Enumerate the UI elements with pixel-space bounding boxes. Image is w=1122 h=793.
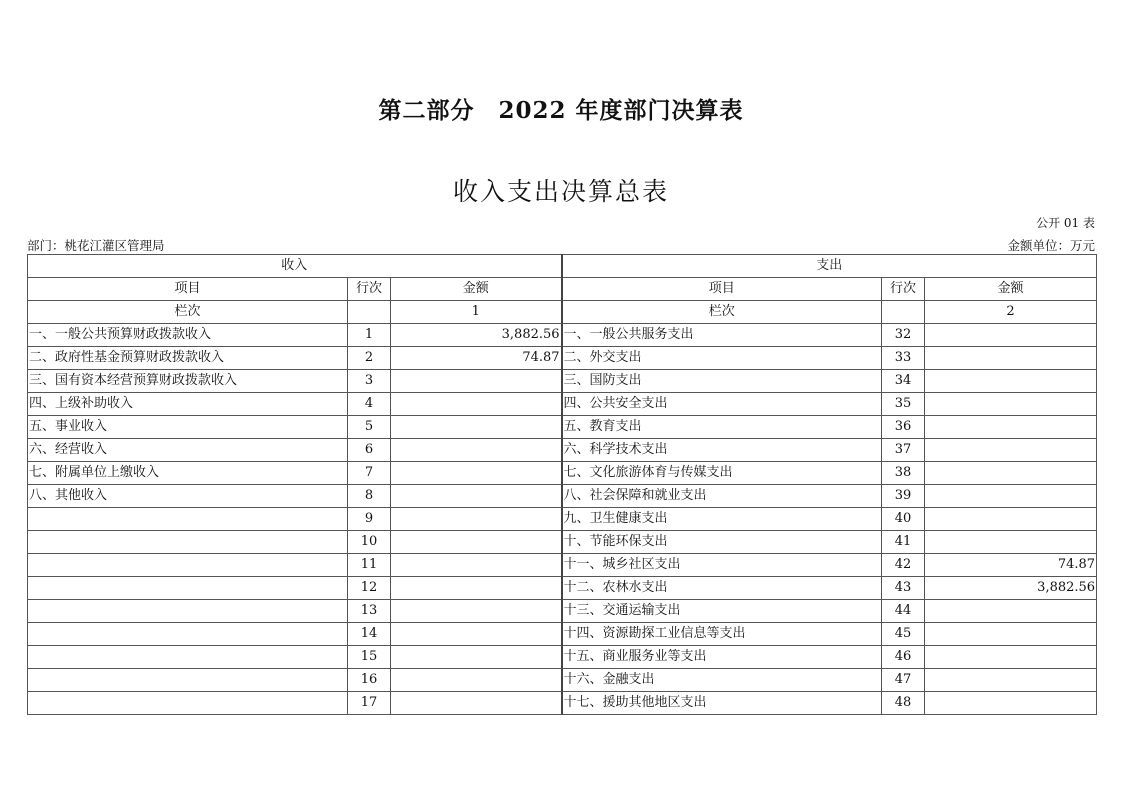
expense-amount-cell — [925, 439, 1097, 462]
table-row — [28, 439, 1097, 462]
expense-row-no-cell: 36 — [882, 416, 925, 439]
income-item-cell — [28, 577, 348, 600]
amount-unit-label: 金额单位：万元 — [1007, 238, 1095, 253]
expense-lanci-empty — [882, 301, 925, 324]
income-row-no-cell: 11 — [348, 554, 391, 577]
income-item-cell — [28, 646, 348, 669]
expense-row-no-cell: 37 — [882, 439, 925, 462]
table-row — [28, 462, 1097, 485]
income-amount-cell: 3,882.56 — [391, 324, 562, 347]
income-amount-cell — [391, 623, 562, 646]
table-row — [28, 531, 1097, 554]
income-item-cell: 四、上级补助收入 — [28, 393, 348, 416]
expense-item-cell: 三、国防支出 — [562, 370, 882, 393]
expense-row-no-cell: 42 — [882, 554, 925, 577]
income-item-cell — [28, 623, 348, 646]
expense-row-no-cell: 47 — [882, 669, 925, 692]
expense-item-cell: 十、节能环保支出 — [562, 531, 882, 554]
income-amount-cell — [391, 669, 562, 692]
income-amount-cell — [391, 577, 562, 600]
income-item-cell: 七、附属单位上缴收入 — [28, 462, 348, 485]
income-row-no-cell: 2 — [348, 347, 391, 370]
table-row — [28, 370, 1097, 393]
income-item-cell: 八、其他收入 — [28, 485, 348, 508]
income-col-number: 1 — [391, 301, 562, 324]
income-row-no-cell: 16 — [348, 669, 391, 692]
table-row — [28, 577, 1097, 600]
expense-amount-cell — [925, 462, 1097, 485]
expense-item-cell: 十四、资源勘探工业信息等支出 — [562, 623, 882, 646]
income-row-no-cell: 12 — [348, 577, 391, 600]
expense-item-cell: 二、外交支出 — [562, 347, 882, 370]
income-amount-cell — [391, 439, 562, 462]
income-expense-table — [27, 254, 1097, 715]
expense-item-cell: 五、教育支出 — [562, 416, 882, 439]
form-number: 公开 01 表 — [1036, 216, 1095, 230]
table-row — [28, 692, 1097, 715]
expense-row-no-cell: 45 — [882, 623, 925, 646]
income-item-cell — [28, 554, 348, 577]
expense-item-cell: 十七、援助其他地区支出 — [562, 692, 882, 715]
income-amount-cell — [391, 485, 562, 508]
expense-amount-cell — [925, 600, 1097, 623]
table-row — [28, 669, 1097, 692]
expense-row-no-cell: 41 — [882, 531, 925, 554]
expense-row-no-header: 行次 — [882, 278, 925, 301]
expense-amount-cell — [925, 692, 1097, 715]
expense-item-cell: 十三、交通运输支出 — [562, 600, 882, 623]
income-row-no-cell: 15 — [348, 646, 391, 669]
expense-amount-cell — [925, 324, 1097, 347]
expense-lanci-label: 栏次 — [562, 301, 882, 324]
income-item-cell: 五、事业收入 — [28, 416, 348, 439]
income-amount-cell: 74.87 — [391, 347, 562, 370]
expense-amount-cell — [925, 669, 1097, 692]
income-amount-cell — [391, 462, 562, 485]
expense-item-cell: 十五、商业服务业等支出 — [562, 646, 882, 669]
income-item-header: 项目 — [28, 278, 348, 301]
expense-item-header: 项目 — [562, 278, 882, 301]
expense-amount-cell — [925, 370, 1097, 393]
income-item-cell: 三、国有资本经营预算财政拨款收入 — [28, 370, 348, 393]
income-row-no-cell: 9 — [348, 508, 391, 531]
expense-row-no-cell: 39 — [882, 485, 925, 508]
expense-item-cell: 七、文化旅游体育与传媒支出 — [562, 462, 882, 485]
expense-amount-cell — [925, 347, 1097, 370]
table-row — [28, 623, 1097, 646]
part-title: 第二部分 2022 年度部门决算表 — [378, 97, 744, 124]
expense-row-no-cell: 44 — [882, 600, 925, 623]
income-item-cell: 二、政府性基金预算财政拨款收入 — [28, 347, 348, 370]
income-item-cell — [28, 508, 348, 531]
income-row-no-cell: 6 — [348, 439, 391, 462]
income-row-no-cell: 5 — [348, 416, 391, 439]
department-label: 部门：桃花江灌区管理局 — [27, 238, 165, 253]
expense-item-cell: 八、社会保障和就业支出 — [562, 485, 882, 508]
expense-item-cell: 四、公共安全支出 — [562, 393, 882, 416]
expense-amount-cell: 3,882.56 — [925, 577, 1097, 600]
income-row-no-cell: 14 — [348, 623, 391, 646]
expense-row-no-cell: 48 — [882, 692, 925, 715]
income-item-cell: 一、一般公共预算财政拨款收入 — [28, 324, 348, 347]
income-amount-header: 金额 — [391, 278, 562, 301]
expense-item-cell: 十六、金融支出 — [562, 669, 882, 692]
table-row — [28, 347, 1097, 370]
expense-row-no-cell: 38 — [882, 462, 925, 485]
table-row — [28, 508, 1097, 531]
expense-row-no-cell: 46 — [882, 646, 925, 669]
expense-amount-cell — [925, 393, 1097, 416]
expense-item-cell: 六、科学技术支出 — [562, 439, 882, 462]
income-item-cell — [28, 600, 348, 623]
expense-item-cell: 九、卫生健康支出 — [562, 508, 882, 531]
expense-amount-cell: 74.87 — [925, 554, 1097, 577]
expense-amount-cell — [925, 485, 1097, 508]
expense-row-no-cell: 32 — [882, 324, 925, 347]
expense-item-cell: 十一、城乡社区支出 — [562, 554, 882, 577]
expense-row-no-cell: 33 — [882, 347, 925, 370]
expense-item-cell: 一、一般公共服务支出 — [562, 324, 882, 347]
income-item-cell: 六、经营收入 — [28, 439, 348, 462]
income-row-no-cell: 13 — [348, 600, 391, 623]
expense-amount-cell — [925, 646, 1097, 669]
table-row — [28, 324, 1097, 347]
income-row-no-header: 行次 — [348, 278, 391, 301]
income-amount-cell — [391, 508, 562, 531]
expense-row-no-cell: 43 — [882, 577, 925, 600]
income-row-no-cell: 4 — [348, 393, 391, 416]
expense-col-number: 2 — [925, 301, 1097, 324]
income-row-no-cell: 1 — [348, 324, 391, 347]
table-row — [28, 646, 1097, 669]
expense-item-cell: 十二、农林水支出 — [562, 577, 882, 600]
income-row-no-cell: 3 — [348, 370, 391, 393]
income-amount-cell — [391, 692, 562, 715]
table-row — [28, 554, 1097, 577]
table-row — [28, 600, 1097, 623]
group-header-row — [28, 255, 1097, 278]
income-amount-cell — [391, 600, 562, 623]
table-row — [28, 485, 1097, 508]
income-amount-cell — [391, 531, 562, 554]
expense-row-no-cell: 34 — [882, 370, 925, 393]
expense-amount-cell — [925, 416, 1097, 439]
income-amount-cell — [391, 393, 562, 416]
income-amount-cell — [391, 370, 562, 393]
income-amount-cell — [391, 416, 562, 439]
expense-amount-cell — [925, 623, 1097, 646]
income-row-no-cell: 17 — [348, 692, 391, 715]
income-item-cell — [28, 531, 348, 554]
expense-amount-cell — [925, 508, 1097, 531]
table-row — [28, 416, 1097, 439]
income-lanci-empty — [348, 301, 391, 324]
expense-amount-cell — [925, 531, 1097, 554]
income-row-no-cell: 7 — [348, 462, 391, 485]
column-index-row — [28, 301, 1097, 324]
expense-row-no-cell: 35 — [882, 393, 925, 416]
income-group-header: 收入 — [28, 255, 562, 278]
table-title: 收入支出决算总表 — [452, 177, 669, 206]
expense-group-header: 支出 — [562, 255, 1097, 278]
expense-row-no-cell: 40 — [882, 508, 925, 531]
income-item-cell — [28, 692, 348, 715]
income-row-no-cell: 10 — [348, 531, 391, 554]
income-row-no-cell: 8 — [348, 485, 391, 508]
income-amount-cell — [391, 554, 562, 577]
table-row — [28, 393, 1097, 416]
income-lanci-label: 栏次 — [28, 301, 348, 324]
column-header-row — [28, 278, 1097, 301]
income-item-cell — [28, 669, 348, 692]
expense-amount-header: 金额 — [925, 278, 1097, 301]
income-amount-cell — [391, 646, 562, 669]
